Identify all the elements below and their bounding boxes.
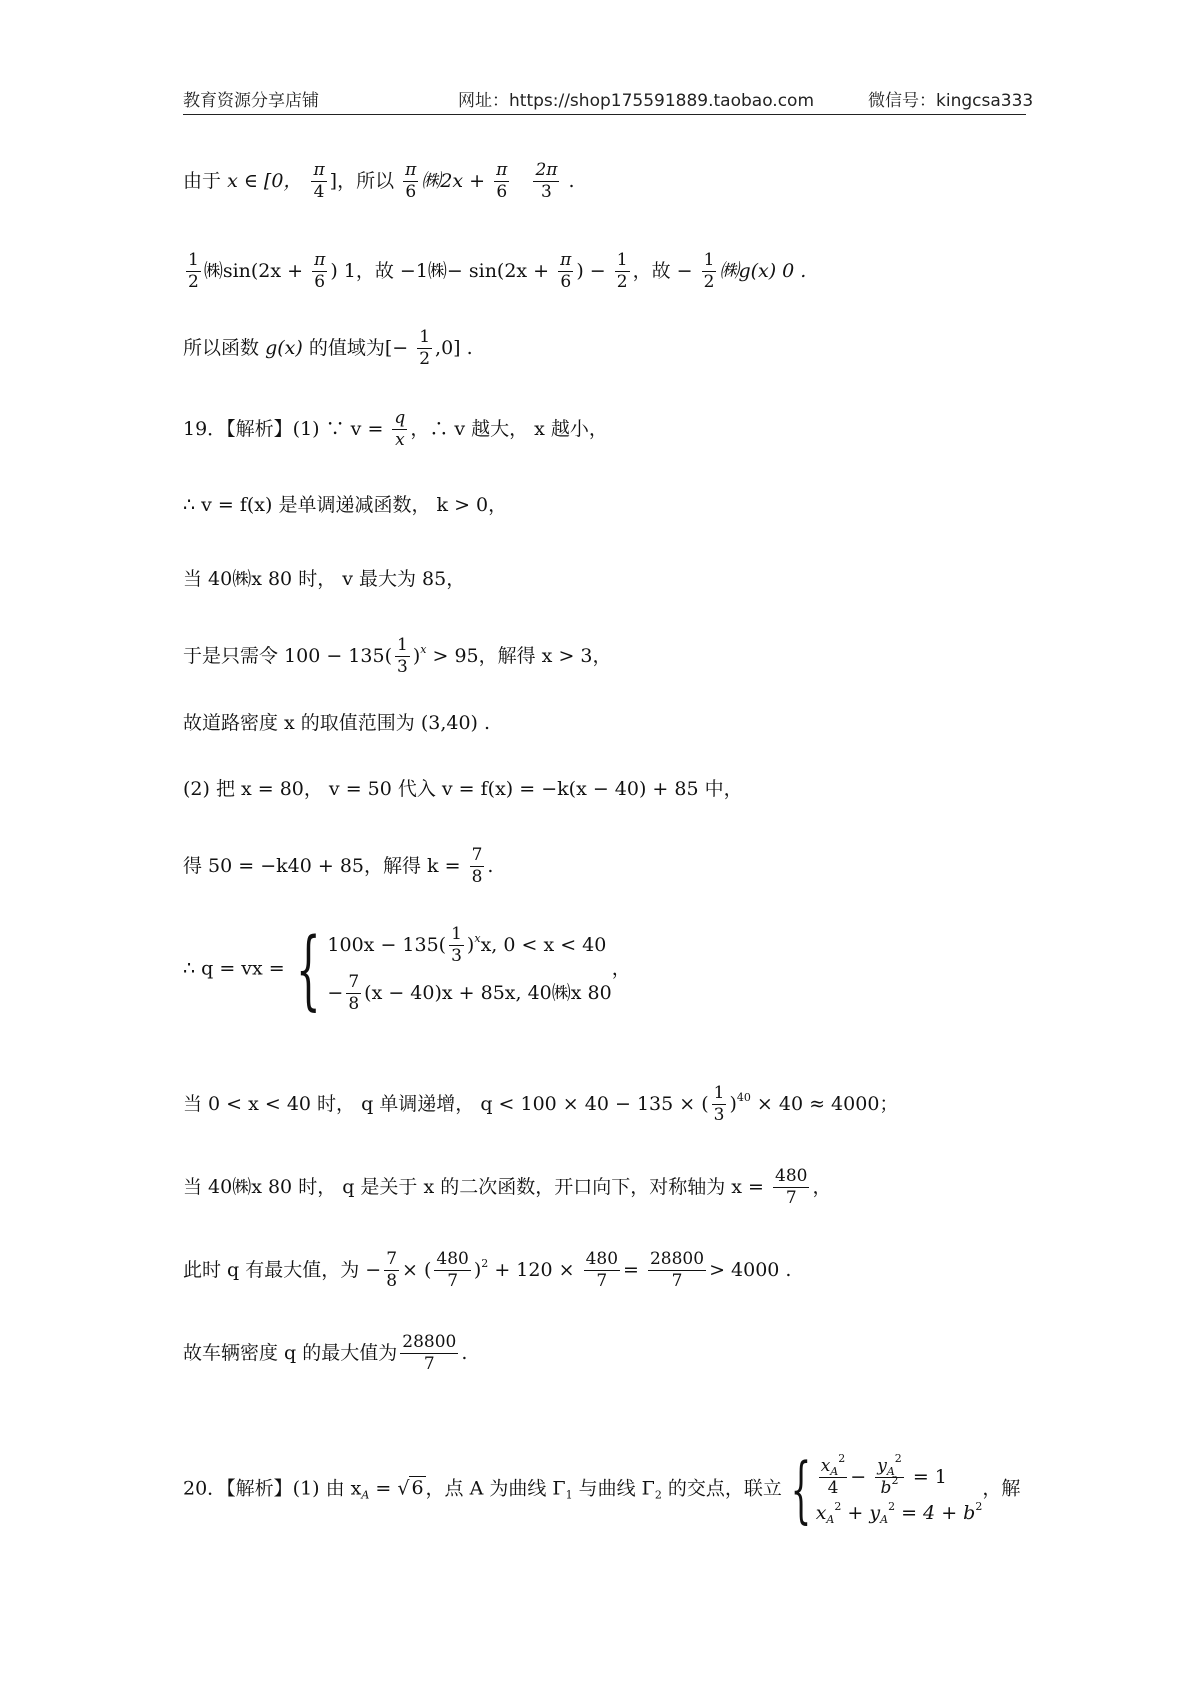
line-domain: 由于 x ∈ [0， $\frac{\pi}{4}$ ]，所以 $\frac{\pi}{6}$ ㈱2x + $\frac{\pi}{6}$ $\frac{2\pi}{3}$ . bbox=[183, 160, 575, 203]
line-case1: 当 0 < x < 40 时， q 单调递增， q < 100 × 40 − 135 × ( $\frac{1}{3}$ )$^{40}$ × 40 ≈ 4000； bbox=[183, 1083, 899, 1126]
line-decreasing: ∴ v = f(x) 是单调递减函数， k > 0， bbox=[183, 494, 508, 516]
line-max-value: 此时 q 有最大值，为 − $\frac{7}{8}$ × ( $\frac{480}{7}$ )$^2$ + 120 × $\frac{480}{7}$ = $\frac{28800}{7}$ > 4000 . bbox=[183, 1249, 792, 1292]
line-sine-range: $\frac{1}{2}$ ㈱sin(2x + $\frac{\pi}{6}$ ) 1，故 −1㈱− sin(2x + $\frac{\pi}{6}$ ) − $\frac{1}{2}$ ，故 − $\frac{1}{2}$ ㈱g(x) 0 . bbox=[188, 250, 807, 293]
line-value-range: 所以函数 g(x) 的值域为[− $\frac{1}{2}$ ,0] . bbox=[183, 327, 473, 370]
line-solve-k: 得 50 = −k40 + 85，解得 k = $\frac{7}{8}$ . bbox=[183, 845, 494, 888]
line-inequality: 于是只需令 100 − 135( $\frac{1}{3}$ )$^x$ > 95，解得 x > 3， bbox=[183, 635, 612, 678]
line-density-range: 故道路密度 x 的取值范围为 (3,40) . bbox=[183, 712, 491, 734]
line-q20-start: 20．【解析】(1) 由 $x_A$ = √ 6 ，点 A 为曲线 $\Gamma_1$ 与曲线 $\Gamma_2$ 的交点，联立 { $\frac{x_A^2}{4}$ − $\frac{y_A^2}{b^2}$ = 1 $x_A^2 + y_A^2 = 4 + b^2$ ，解 bbox=[183, 1447, 1021, 1532]
line-part2-substitute: (2) 把 x = 80， v = 50 代入 v = f(x) = −k(x − 40) + 85 中， bbox=[183, 778, 743, 800]
header-wechat: 微信号：kingcsa333 bbox=[868, 91, 1034, 111]
line-max-speed: 当 40㈱x 80 时， v 最大为 85， bbox=[183, 568, 466, 590]
header-shop-name: 教育资源分享店铺 bbox=[183, 91, 319, 111]
line-piecewise-q: ∴ q = vx = { 100x − 135( $\frac{1}{3}$ )$^x$x, 0 < x < 40 − $\frac{7}{8}$ (x − 40)x + 85x, 40㈱x 80 ， bbox=[183, 919, 631, 1020]
header-url[interactable]: 网址：https://shop175591889.taobao.com bbox=[458, 91, 815, 111]
line-case2: 当 40㈱x 80 时， q 是关于 x 的二次函数，开口向下，对称轴为 x = $\frac{480}{7}$ ， bbox=[183, 1166, 832, 1209]
line-q19-start: 19．【解析】(1) ∵ v = $\frac{q}{x}$ ，∴ v 越大， x 越小， bbox=[183, 408, 608, 451]
line-conclusion: 故车辆密度 q 的最大值为 $\frac{28800}{7}$ . bbox=[183, 1332, 468, 1375]
header-rule bbox=[183, 114, 1026, 115]
